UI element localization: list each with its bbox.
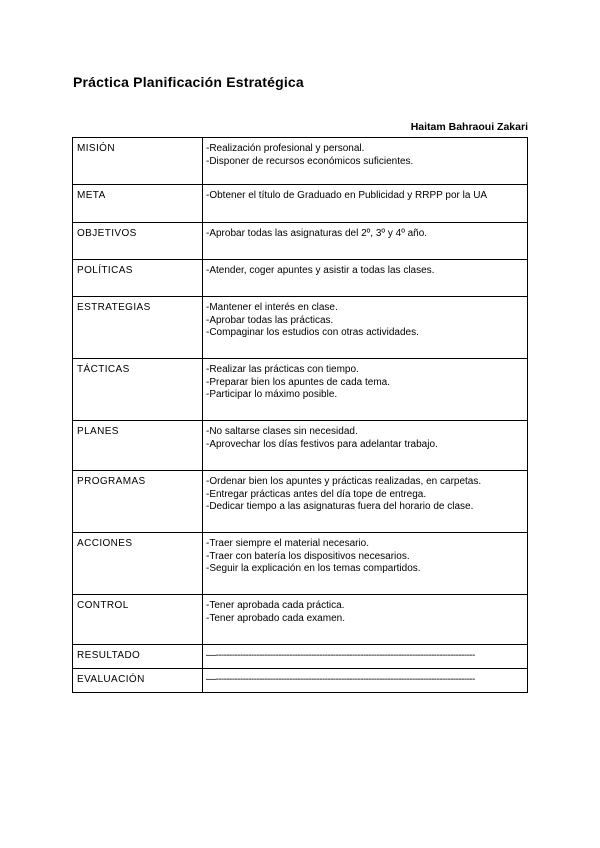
content-line: —-----------------------------------------------------------------------------------------------	[206, 674, 475, 685]
row-control	[73, 595, 528, 645]
row-content	[203, 185, 528, 223]
row-label: PROGRAMAS	[73, 471, 203, 533]
row-programas	[73, 471, 528, 533]
author-name: Haitam Bahraoui Zakari	[410, 121, 528, 133]
content-line: -Dedicar tiempo a las asignaturas fuera del horario de clase.	[206, 501, 474, 512]
content-line: -Aprobar todas las prácticas.	[206, 314, 334, 326]
row-evaluacion	[73, 669, 528, 693]
row-content	[203, 138, 528, 185]
row-objetivos	[73, 223, 528, 260]
row-label: EVALUACIÓN	[73, 669, 203, 693]
content-line: -Entregar prácticas antes del día tope de entrega.	[206, 488, 427, 500]
row-mision	[73, 138, 528, 185]
row-content	[203, 223, 528, 260]
content-line: -Traer siempre el material necesario.	[206, 538, 370, 549]
page-title: Práctica Planificación Estratégica	[73, 74, 304, 90]
row-content	[203, 297, 528, 359]
planning-table	[72, 137, 528, 693]
content-line: -Aprobar todas las asignaturas del 2º, 3º y 4º año.	[206, 228, 428, 239]
content-line: -Mantener el interés en clase.	[206, 302, 338, 313]
content-line: -Tener aprobado cada examen.	[206, 612, 345, 624]
row-label: RESULTADO	[73, 645, 203, 669]
row-content	[203, 359, 528, 421]
row-label: CONTROL	[73, 595, 203, 645]
content-line: -Traer con batería los dispositivos necesarios.	[206, 550, 410, 562]
row-content	[203, 471, 528, 533]
content-line: -Ordenar bien los apuntes y prácticas realizadas, en carpetas.	[206, 476, 482, 487]
row-label: TÁCTICAS	[73, 359, 203, 421]
row-label: OBJETIVOS	[73, 223, 203, 260]
content-line: -Preparar bien los apuntes de cada tema.	[206, 376, 390, 388]
content-line: -Atender, coger apuntes y asistir a todas las clases.	[206, 265, 435, 276]
row-content	[203, 260, 528, 297]
row-content	[203, 669, 528, 693]
content-line: -Obtener el título de Graduado en Publicidad y RRPP por la UA	[206, 190, 488, 201]
row-label: MISIÓN	[73, 138, 203, 185]
row-resultado	[73, 645, 528, 669]
row-content	[203, 421, 528, 471]
row-content	[203, 645, 528, 669]
content-line: -Seguir la explicación en los temas compartidos.	[206, 563, 421, 574]
row-estrategias	[73, 297, 528, 359]
row-label: ESTRATEGIAS	[73, 297, 203, 359]
content-line: -Realizar las prácticas con tiempo.	[206, 364, 359, 375]
row-label: POLÍTICAS	[73, 260, 203, 297]
content-line: —-----------------------------------------------------------------------------------------------	[206, 650, 475, 661]
content-line: -No saltarse clases sin necesidad.	[206, 426, 358, 437]
content-line: -Aprovechar los días festivos para adelantar trabajo.	[206, 438, 438, 450]
content-line: -Participar lo máximo posible.	[206, 389, 338, 400]
row-content	[203, 533, 528, 595]
content-line: -Tener aprobada cada práctica.	[206, 600, 345, 611]
content-line: -Compaginar los estudios con otras actividades.	[206, 327, 419, 338]
row-tacticas	[73, 359, 528, 421]
row-acciones	[73, 533, 528, 595]
row-label: PLANES	[73, 421, 203, 471]
row-content	[203, 595, 528, 645]
content-line: -Disponer de recursos económicos suficientes.	[206, 155, 414, 167]
row-politicas	[73, 260, 528, 297]
row-planes	[73, 421, 528, 471]
row-label: META	[73, 185, 203, 223]
content-line: -Realización profesional y personal.	[206, 143, 365, 154]
row-meta	[73, 185, 528, 223]
row-label: ACCIONES	[73, 533, 203, 595]
